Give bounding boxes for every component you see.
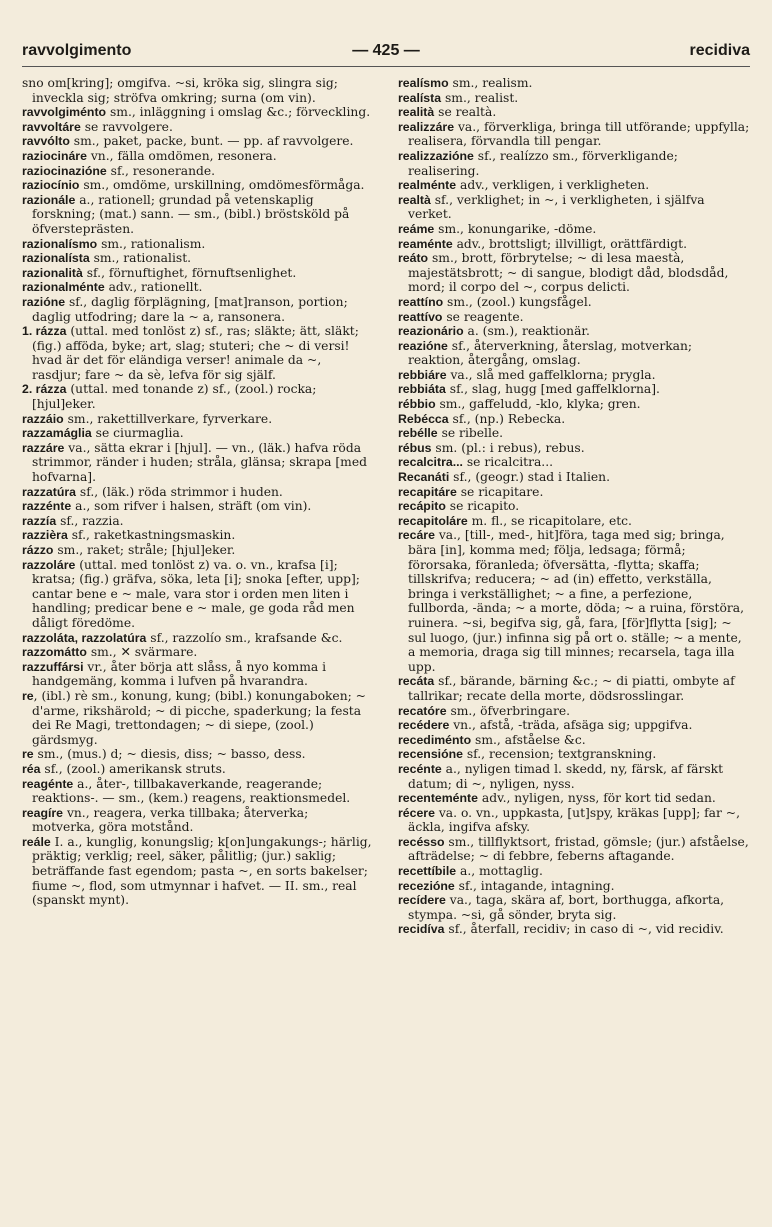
dictionary-entry [398, 105, 750, 120]
entry-definition: se ciurmaglia. [91, 426, 184, 441]
entry-definition: sm., rakettillverkare, fyrverkare. [63, 411, 273, 426]
entry-headword: realizzáre [398, 119, 455, 134]
entry-headword: razionalità [22, 265, 83, 280]
dictionary-entry [398, 922, 750, 937]
entry-headword: raziocinazióne [22, 163, 107, 178]
entry-headword: rázzo [22, 543, 54, 557]
dictionary-entry [398, 806, 750, 835]
entry-definition: sm., (zool.) kungsfågel. [443, 294, 592, 309]
entry-headword: reáto [398, 251, 429, 266]
entry-headword: recédere [398, 718, 450, 733]
dictionary-entry [22, 485, 374, 500]
entry-definition: sf., razzolío sm., krafsande &c. [146, 630, 343, 645]
entry-headword: razzuffársi [22, 659, 84, 674]
dictionary-entry [398, 835, 750, 864]
entry-headword: razzoláta, razzolatúra [22, 630, 147, 645]
dictionary-entry [22, 324, 374, 382]
entry-headword: recediménto [398, 732, 472, 747]
entry-headword: re [22, 747, 34, 762]
dictionary-entry [398, 295, 750, 310]
dictionary-entry [22, 543, 374, 558]
dictionary-entry [398, 426, 750, 441]
entry-definition: va., förverkliga, bringa till utförande; uppfylla; realisera, förvandla till pengar. [408, 119, 750, 149]
entry-headword: recezióne [398, 878, 455, 893]
dictionary-entry [22, 441, 374, 485]
entry-headword: raziocínio [22, 178, 80, 193]
entry-definition: sf., recension; textgranskning. [462, 747, 657, 762]
entry-headword: reattívo [398, 309, 443, 324]
entry-headword: raziocináre [22, 148, 87, 163]
entry-definition: se realtà. [434, 105, 497, 120]
header-last-word: recidiva [689, 42, 750, 59]
entry-headword: reále [22, 834, 51, 849]
dictionary-entry [22, 295, 374, 324]
dictionary-entry [398, 441, 750, 456]
columns [22, 76, 750, 1219]
entry-definition: se ricapito. [445, 499, 520, 514]
entry-definition: sm., paket, packe, bunt. — pp. af ravvolgere. [69, 134, 354, 149]
entry-headword: recapitoláre [398, 513, 468, 528]
entry-headword: réa [22, 761, 41, 776]
dictionary-entry [22, 105, 374, 120]
page-number: — 425 — [352, 42, 420, 59]
entry-headword: re [22, 688, 34, 703]
entry-definition: a., åter-, tillbakaverkande, reagerande; reaktions-. — sm., (kem.) reagens, reaktionsmedel. [32, 776, 351, 806]
entry-headword: recápito [398, 499, 446, 514]
entry-headword: recidíva [398, 922, 445, 937]
entry-headword: razzía [22, 513, 57, 528]
entry-headword: razzénte [22, 499, 72, 514]
dictionary-entry [398, 674, 750, 703]
dictionary-entry [398, 368, 750, 383]
entry-headword: reaménte [398, 236, 453, 251]
entry-headword: 2. rázza [22, 382, 67, 397]
dictionary-entry [22, 689, 374, 747]
dictionary-entry [22, 499, 374, 514]
entry-headword: reagíre [22, 805, 64, 820]
entry-definition: (uttal. med tonlöst z) va. o. vn., krafsa [i]; kratsa; (fig.) gräfva, söka, leta [i]; snoka [efter, upp]; cantar bene e ~ male, vara stor i orden men liten i handling; predicar bene e ~ male, ge goda råd men dåligt föredöme. [32, 557, 360, 630]
dictionary-entry [398, 310, 750, 325]
entry-headword: realtà [398, 192, 431, 207]
entry-headword: reattíno [398, 294, 444, 309]
dictionary-entry [22, 280, 374, 295]
dictionary-entry [22, 149, 374, 164]
entry-definition: sm., inläggning i omslag &c.; förveckling. [106, 105, 371, 120]
entry-definition: m. fl., se ricapitolare, etc. [467, 513, 632, 528]
dictionary-entry [398, 762, 750, 791]
entry-headword: 1. rázza [22, 324, 67, 339]
entry-definition: vn., fälla omdömen, resonera. [86, 148, 277, 163]
entry-definition: vn., reagera, verka tillbaka; återverka; motverka, göra motstånd. [32, 805, 309, 835]
entry-headword: reazióne [398, 338, 448, 353]
entry-definition: sf., verklighet; in ~, i verkligheten, i själfva verket. [408, 192, 705, 222]
left-column [22, 76, 374, 1219]
entry-headword: Rebécca [398, 411, 449, 426]
entry-definition: sf., resonerande. [106, 163, 216, 178]
dictionary-entry [22, 558, 374, 631]
entry-headword: realizzazióne [398, 148, 474, 163]
entry-definition: se ricapitare. [456, 484, 544, 499]
dictionary-entry [398, 528, 750, 674]
entry-definition: sm., realist. [441, 90, 519, 105]
entry-definition: sm., rationalist. [89, 251, 192, 266]
entry-definition: sf., (np.) Rebecka. [448, 411, 566, 426]
entry-headword: razzièra [22, 528, 68, 543]
entry-definition: a., rationell; grundad på vetenskaplig forskning; (mat.) sann. — sm., (bibl.) bröstsköld på öfversteprästen. [32, 192, 350, 236]
entry-definition: sm., konungarike, -döme. [434, 221, 597, 236]
entry-definition: a. (sm.), reaktionär. [463, 324, 590, 339]
entry-headword: razzomátto [22, 645, 87, 660]
entry-headword: recapitáre [398, 484, 457, 499]
entry-definition: adv., rationellt. [104, 280, 203, 295]
entry-definition: sf., bärande, bärning &c.; ~ di piatti, ombyte af tallrikar; recate della morte, dödsrosslingar. [408, 674, 735, 703]
dictionary-entry [22, 76, 374, 105]
entry-definition: sm., ✕ svärmare. [86, 645, 198, 660]
dictionary-entry [398, 791, 750, 806]
dictionary-entry [398, 178, 750, 193]
entry-definition: sf., (läk.) röda strimmor i huden. [76, 484, 283, 499]
entry-definition: va., sätta ekrar i [hjul]. — vn., (läk.) hafva röda strimmor, ränder i huden; stråla, glänsa; skrapa [med hofvarna]. [32, 440, 367, 485]
dictionary-entry [398, 455, 750, 470]
dictionary-entry [398, 120, 750, 149]
entry-headword: razzamáglia [22, 426, 92, 441]
dictionary-entry [22, 426, 374, 441]
dictionary-entry [398, 193, 750, 222]
dictionary-entry [22, 193, 374, 237]
dictionary-entry [22, 251, 374, 266]
dictionary-entry [22, 120, 374, 135]
entry-definition: (uttal. med tonlöst z) sf., ras; släkte; ätt, släkt; (fig.) afföda, byke; art, slag; stuteri; che ~ di versi! hvad är det för eländiga verser! animale da ~, rasdjur; fare ~ da sè, lefva för sig själf. [32, 324, 359, 382]
entry-headword: reáme [398, 221, 435, 236]
entry-definition: va., slå med gaffelklorna; prygla. [446, 367, 656, 382]
entry-headword: razzatúra [22, 484, 76, 499]
entry-headword: recalcitra... [398, 455, 463, 470]
entry-headword: recáre [398, 528, 435, 543]
right-column [398, 76, 750, 1219]
entry-headword: ravvolgiménto [22, 105, 107, 120]
entry-definition: se ricalcitra... [462, 455, 554, 470]
entry-definition: sf., (geogr.) stad i Italien. [449, 470, 610, 485]
dictionary-entry [398, 251, 750, 295]
entry-definition: sm. (pl.: i rebus), rebus. [431, 440, 585, 455]
dictionary-entry [398, 499, 750, 514]
entry-definition: (uttal. med tonande z) sf., (zool.) rocka; [hjul]eker. [32, 382, 317, 412]
entry-definition: sf., återverkning, återslag, motverkan; reaktion, återgång, omslag. [408, 338, 693, 368]
entry-headword: realísta [398, 90, 442, 105]
dictionary-entry [22, 237, 374, 252]
entry-definition: se ravvolgere. [80, 119, 173, 134]
entry-headword: recénte [398, 761, 442, 776]
entry-definition: a., som rifver i halsen, sträft (om vin). [71, 499, 312, 514]
entry-definition: vn., afstå, -träda, afsäga sig; uppgifva. [449, 718, 693, 733]
dictionary-entry [22, 178, 374, 193]
entry-headword: razzáre [22, 440, 65, 455]
dictionary-entry [22, 660, 374, 689]
dictionary-entry [398, 397, 750, 412]
dictionary-entry [398, 91, 750, 106]
entry-headword: razzoláre [22, 557, 76, 572]
dictionary-entry [398, 149, 750, 178]
entry-headword: rébus [398, 440, 432, 455]
entry-headword: razionalísmo [22, 236, 98, 251]
entry-headword: reazionário [398, 324, 464, 339]
entry-headword: razionalménte [22, 280, 105, 295]
entry-headword: recáta [398, 674, 435, 689]
header-first-word: ravvolgimento [22, 42, 132, 59]
entry-definition: sf., förnuftighet, förnuftsenlighet. [82, 265, 297, 280]
dictionary-entry [22, 806, 374, 835]
entry-headword: récere [398, 805, 435, 820]
page-header [22, 40, 750, 62]
dictionary-entry [398, 704, 750, 719]
entry-definition: I. a., kunglig, konungslig; k[on]ungakungs-; härlig, präktig; verklig; reel, säker, pålitlig; (jur.) saklig; beträffande fast egendom; pasta ~, en sorts bakelser; fiume ~, flod, som utmynnar i hafvet. — II. sm., real (spanskt mynt). [32, 834, 372, 908]
entry-headword: recídere [398, 893, 446, 908]
dictionary-entry [398, 237, 750, 252]
entry-headword: razióne [22, 294, 66, 309]
entry-headword: realísmo [398, 76, 449, 90]
entry-definition: sno om[kring]; omgifva. ~si, kröka sig, slingra sig; inveckla sig; ströfva omkring; surna (om vin). [22, 76, 338, 105]
entry-definition: a., nyligen timad l. skedd, ny, färsk, af färskt datum; di ~, nyligen, nyss. [408, 761, 724, 791]
header-rule [22, 66, 750, 67]
dictionary-entry [398, 879, 750, 894]
entry-definition: sf., intagande, intagning. [454, 878, 615, 893]
dictionary-entry [398, 893, 750, 922]
dictionary-entry [22, 631, 374, 646]
entry-headword: recésso [398, 834, 445, 849]
entry-headword: recatóre [398, 703, 447, 718]
entry-definition: sm., afståelse &c. [471, 732, 586, 747]
dictionary-entry [398, 324, 750, 339]
entry-definition: sm., omdöme, urskillning, omdömesförmåga. [79, 178, 365, 193]
entry-definition: va. o. vn., uppkasta, [ut]spy, kräkas [upp]; far ~, äckla, ingifva afsky. [408, 805, 741, 835]
entry-headword: recenteménte [398, 791, 478, 806]
entry-definition: sm., tillflyktsort, fristad, gömsle; (jur.) afståelse, afträdelse; ~ di febbre, feberns aftagande. [408, 834, 749, 864]
dictionary-entry [22, 382, 374, 411]
dictionary-entry [398, 733, 750, 748]
entry-definition: sf., razzia. [56, 513, 124, 528]
entry-definition: adv., verkligen, i verkligheten. [456, 178, 650, 193]
dictionary-entry [398, 412, 750, 427]
entry-definition: sm., realism. [448, 76, 533, 90]
dictionary-entry [398, 76, 750, 91]
entry-definition: va., [till-, med-, hit]föra, taga med sig; bringa, bära [in], komma med; följa, ledsaga; förmå; förorsaka, föranleda; öfversätta, -flytta; skaffa; tillskrifva; reducera; ~ ad (in) effetto, verkställa, bringa i verkställighet; ~ a fine, a perfezione, fullborda, -ända; ~ a morte, döda; ~ a ruina, förstöra, ruinera. ~si, begifva sig, gå, fara, [för]flytta [sig]; ~ sul luogo, (jur.) infinna sig på ort o. ställe; ~ a mente, a memoria, draga sig till minnes; recarsela, taga illa upp. [408, 528, 744, 674]
dictionary-entry [398, 382, 750, 397]
entry-definition: sf., raketkastningsmaskin. [67, 528, 236, 543]
entry-headword: recensióne [398, 747, 463, 762]
dictionary-entry [398, 747, 750, 762]
dictionary-entry [22, 164, 374, 179]
entry-definition: sm., öfverbringare. [446, 703, 571, 718]
entry-definition: sf., slag, hugg [med gaffelklorna]. [445, 382, 660, 397]
dictionary-entry [398, 485, 750, 500]
entry-definition: sm., rationalism. [97, 236, 206, 251]
entry-definition: sf., återfall, recidiv; in caso di ~, vid recidiv. [444, 922, 724, 937]
entry-headword: ravvólto [22, 134, 70, 149]
entry-definition: sf., daglig förplägning, [mat]ranson, portion; daglig utfodring; dare la ~ a, ransonera. [32, 294, 348, 324]
dictionary-entry [398, 864, 750, 879]
dictionary-entry [398, 222, 750, 237]
entry-headword: rebbiáre [398, 367, 447, 382]
entry-definition: sf., (zool.) amerikansk struts. [40, 761, 226, 776]
dictionary-entry [22, 835, 374, 908]
entry-definition: se ribelle. [437, 426, 504, 441]
entry-definition: vr., åter börja att slåss, å nyo komma i handgemäng, komma i lufven på hvarandra. [32, 659, 327, 689]
dictionary-entry [22, 134, 374, 149]
entry-definition: adv., brottsligt; illvilligt, orättfärdigt. [452, 236, 687, 251]
entry-headword: ravvoltáre [22, 119, 81, 134]
dictionary-entry [22, 762, 374, 777]
entry-headword: Recanáti [398, 470, 450, 485]
entry-definition: sm., raket; stråle; [hjul]eker. [53, 543, 236, 557]
dictionary-entry [22, 412, 374, 427]
dictionary-entry [398, 470, 750, 485]
dictionary-entry [398, 339, 750, 368]
entry-headword: rebbiáta [398, 382, 446, 397]
entry-headword: razionalísta [22, 251, 90, 266]
entry-headword: rebélle [398, 426, 438, 441]
entry-definition: a., mottaglig. [456, 864, 543, 879]
dictionary-entry [22, 747, 374, 762]
dictionary-entry [22, 514, 374, 529]
dictionary-entry [22, 645, 374, 660]
entry-definition: sm., (mus.) d; ~ diesis, diss; ~ basso, dess. [33, 747, 306, 762]
entry-headword: rébbio [398, 397, 436, 412]
dictionary-entry [398, 718, 750, 733]
entry-headword: razionále [22, 192, 76, 207]
entry-headword: recettíbile [398, 864, 457, 879]
dictionary-entry [22, 266, 374, 281]
entry-definition: se reagente. [442, 309, 524, 324]
dictionary-entry [22, 528, 374, 543]
dictionary-entry [22, 777, 374, 806]
entry-headword: realità [398, 105, 435, 120]
entry-definition: sm., brott, förbrytelse; ~ di lesa maestà, majestätsbrott; ~ di sangue, blodigt dåd, blodsdåd, mord; il corpo del ~, corpus delicti. [408, 251, 729, 295]
entry-definition: sm., gaffeludd, -klo, klyka; gren. [435, 397, 641, 412]
entry-definition: adv., nyligen, nyss, för kort tid sedan. [477, 791, 716, 806]
entry-headword: reagénte [22, 776, 74, 791]
entry-headword: realménte [398, 178, 457, 193]
entry-definition: sf., realízzo sm., förverkligande; realisering. [408, 148, 678, 178]
entry-definition: , (ibl.) rè sm., konung, kung; (bibl.) konungaboken; ~ d'arme, rikshärold; ~ di picche, spaderkung; la festa dei Re Magi, trettondagen; ~ di siepe, (zool.) gärdsmyg. [32, 688, 366, 747]
entry-definition: va., taga, skära af, bort, borthugga, afkorta, stympa. ~si, gå sönder, bryta sig. [408, 893, 725, 922]
entry-headword: razzáio [22, 411, 64, 426]
dictionary-entry [398, 514, 750, 529]
